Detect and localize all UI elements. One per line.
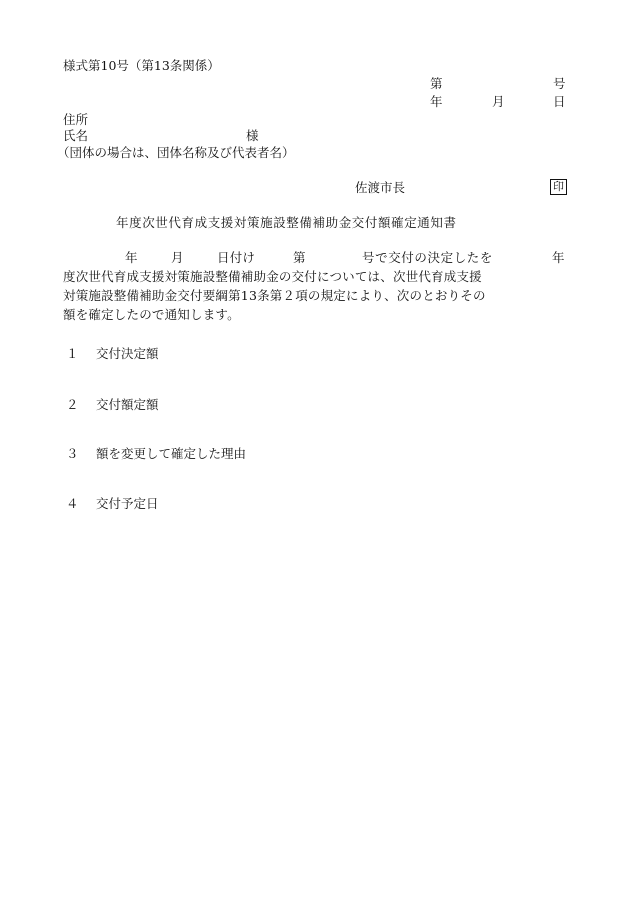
- item-number: ４: [66, 496, 79, 511]
- honorific: 様: [246, 128, 259, 143]
- issuer-title: 佐渡市長: [355, 180, 406, 195]
- list-item: [66, 346, 159, 361]
- recipient-note: （団体の場合は、団体名称及び代表者名）: [57, 145, 295, 160]
- body-year2: 年: [552, 250, 565, 265]
- body-month: 月: [171, 250, 184, 265]
- item-label: 交付額定額: [96, 397, 159, 412]
- item-number: ２: [66, 397, 79, 412]
- body-no-prefix: 第: [293, 250, 306, 265]
- list-item: [66, 496, 159, 511]
- body-dated: 日付け: [217, 250, 256, 265]
- item-label: 額を変更して確定した理由: [96, 446, 247, 461]
- date-month: 月: [492, 94, 505, 109]
- item-label: 交付予定日: [96, 496, 159, 511]
- body-line1-text: 号で交付の決定したを: [362, 250, 494, 265]
- list-item: [66, 446, 246, 461]
- body-year: 年: [125, 250, 138, 265]
- list-item: [66, 397, 159, 412]
- seal-mark: 印: [550, 179, 567, 195]
- body-line-4: 額を確定したので通知します。: [63, 307, 240, 322]
- date-day: 日: [553, 94, 566, 109]
- item-label: 交付決定額: [96, 346, 159, 361]
- body-line-2: 度次世代育成支援対策施設整備補助金の交付については、次世代育成支援: [63, 269, 482, 284]
- body-line-3: 対策施設整備補助金交付要綱第13条第２項の規定により、次のとおりその: [63, 288, 486, 303]
- item-number: ３: [66, 446, 79, 461]
- address-label: 住所: [63, 112, 89, 127]
- ref-number-suffix: 号: [553, 76, 566, 91]
- date-year: 年: [430, 94, 443, 109]
- document-title: 年度次世代育成支援対策施設整備補助金交付額確定通知書: [116, 215, 457, 230]
- body-paragraph: [63, 248, 567, 324]
- name-label: 氏名: [63, 128, 89, 143]
- item-number: １: [66, 346, 79, 361]
- ref-number-prefix: 第: [430, 76, 443, 91]
- body-line-1: [63, 248, 567, 267]
- form-label: 様式第10号（第13条関係）: [63, 58, 220, 73]
